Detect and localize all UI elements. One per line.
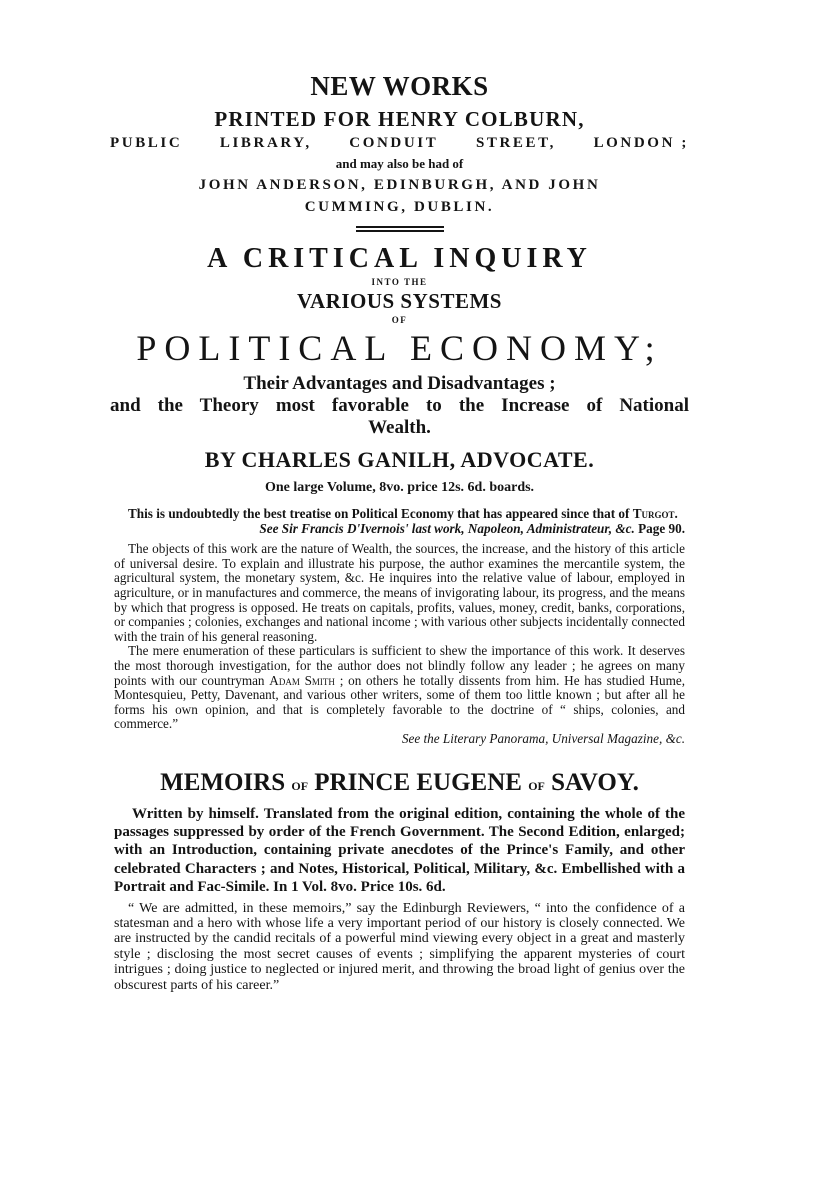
work1-subtitle-line2: and the Theory most favorable to the Increase of National	[110, 395, 689, 416]
work1-review1-citation	[114, 522, 685, 537]
work2-title-c: SAVOY.	[551, 768, 639, 796]
review2-text-a: The mere enumeration of these particulars is sufficient to shew the importance of this work. It deserves the most thorough investigation, for the author does not blindly follow any leader ; he agrees on many points with our countryman	[114, 643, 685, 688]
address-word: STREET,	[475, 135, 556, 151]
work1-volume-price: One large Volume, 8vo. price 12s. 6d. boards.	[264, 480, 535, 495]
review2-name: Adam Smith	[269, 672, 335, 688]
work1-review2-citation	[114, 732, 685, 747]
work1-subtitle-line1: Their Advantages and Disadvantages ;	[243, 373, 556, 394]
work1-title-line1: A CRITICAL INQUIRY	[207, 243, 592, 274]
publisher-line: PRINTED FOR HENRY COLBURN,	[214, 107, 585, 131]
also-had-line: and may also be had of	[335, 156, 464, 171]
address-word: PUBLIC	[110, 135, 183, 151]
review2-text-b: ; on others he totally dissents from him. He has studied Hume, Montesquieu, Petty, Davenant, and various other writers, some of them too little known ; but after all he forms his own opinion, and that is completely favorable to the doctrine of “ ships, colonies, and commerce.”	[114, 672, 686, 732]
work1-review1	[114, 507, 685, 522]
work1-review2-para1: The objects of this work are the nature of Wealth, the sources, the increase, and the history of this article of universal desire. To explain and illustrate his purpose, the author examines the mercantile system, the agricultural system, the monetary system, &c. He inquires into the relative value of labour, employed in agriculture, or in manufactures and commerce, the means of invigorating labour, its progress, and the means by which that progress is opposed. He treats on capitals, profits, values, money, credit, banks, corporations, or companies ; colonies, exchanges and national income ; with various other subjects incidentally connected with the train of his general reasoning.	[114, 541, 685, 644]
work2-title-of-2: of	[528, 774, 545, 794]
work1-title-line3: POLITICAL ECONOMY;	[136, 328, 663, 368]
page-title: NEW WORKS	[310, 71, 489, 101]
publisher-address	[110, 132, 689, 154]
agents-line-1: JOHN ANDERSON, EDINBURGH, AND JOHN	[198, 177, 601, 193]
work2-review-quote: “ We are admitted, in these memoirs,” say the Edinburgh Reviewers, “ into the confidence of a statesman and a hero with whose life a very important period of our history is closely connected. We are instructed by the candid recitals of a powerful mind viewing every object in a great and masterly style ; disclosing the most secret causes of events ; simplifying the apparent mysteries of court intrigues ; doing justice to neglected or injured merit, and throwing the broad light of genius over the obscurest parts of his career.”	[114, 900, 685, 993]
work1-subtitle-line3: Wealth.	[368, 417, 431, 438]
address-word: LONDON ;	[593, 135, 689, 151]
address-word: CONDUIT	[349, 135, 439, 151]
review2-cite: See the Literary Panorama, Universal Magazine, &c.	[401, 730, 685, 746]
address-word: LIBRARY,	[219, 135, 312, 151]
review1-cite: See Sir Francis D'Ivernois' last work, Napoleon, Administrateur, &c.	[259, 520, 635, 536]
double-rule-divider	[356, 226, 444, 232]
work1-into-the: INTO THE	[371, 277, 428, 287]
work1-of: OF	[391, 315, 408, 325]
work2-description: Written by himself. Translated from the original edition, containing the whole of the passages suppressed by order of the French Government. The Second Edition, enlarged; with an Introduction, containing private anecdotes of the Prince's Family, and other celebrated Characters ; and Notes, Historical, Political, Military, &c. Embellished with a Portrait and Fac-Simile. In 1 Vol. 8vo. Price 10s. 6d.	[114, 805, 685, 896]
work1-title-line2: VARIOUS SYSTEMS	[297, 289, 502, 313]
work1-review2-para2	[114, 644, 685, 732]
work2-title-a: MEMOIRS	[160, 768, 286, 796]
review1-page: Page 90.	[638, 520, 685, 536]
review1-text: This is undoubtedly the best treatise on Political Economy that has appeared since that of	[128, 506, 630, 521]
work2-title-b: PRINCE EUGENE	[314, 768, 522, 796]
advertisement-page	[110, 62, 689, 993]
agents-line-2: CUMMING, DUBLIN.	[304, 199, 495, 215]
review1-name: Turgot.	[632, 506, 678, 521]
work1-author: BY CHARLES GANILH, ADVOCATE.	[204, 447, 595, 472]
work2-title-of: of	[291, 774, 309, 794]
work2-title	[110, 767, 689, 801]
